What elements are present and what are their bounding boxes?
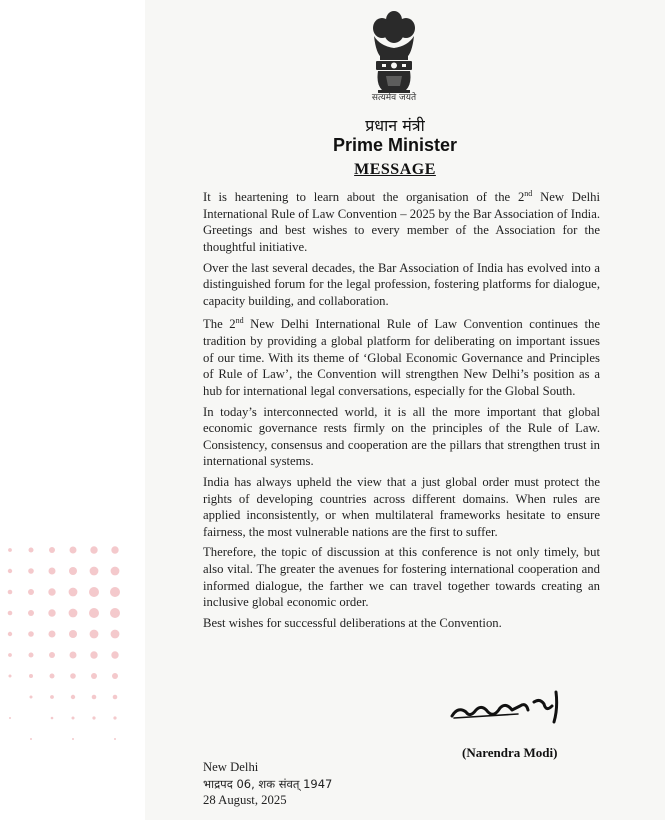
decor-dot [71,695,75,699]
decor-dot [48,588,55,595]
decor-dot [28,610,34,616]
decor-dot [49,652,55,658]
decor-dot [30,696,33,699]
decor-dot [69,588,78,597]
decor-dot [8,548,12,552]
message-body [203,186,600,635]
decor-dot [92,716,95,719]
decor-dot [29,674,33,678]
decor-dot [8,653,12,657]
decor-dot [90,630,99,639]
decor-dot [89,608,99,618]
decor-dot [111,546,118,553]
decor-dot [111,630,120,639]
date-hindi: भाद्रपद 06, शक संवत् 1947 [203,776,333,791]
decor-dot [28,631,34,637]
message-heading: MESSAGE [354,161,436,178]
decor-dot [69,630,77,638]
paragraph-3: The 2nd New Delhi International Rule of Law Convention continues the tradition by providing a global platform for deliberating on important issues of our time. With its theme of ‘Global Economic Governance and Principles of Rule of Law’, the Convention will strengthen New Delhi’s position as a hub for international legal conversations, especially for the Global South. [203,316,600,398]
paragraph-4: In today’s interconnected world, it is all the more important that global economic governance rests firmly on the principles of the Rule of Law. Consistency, consensus and cooperation are the pillars that strengthen trust in international systems. [203,404,600,469]
decor-dot [111,651,118,658]
office-title-hindi: प्रधान मंत्री [365,116,425,135]
decor-dot [9,675,12,678]
decor-dot [8,590,13,595]
decor-dot [89,587,99,597]
decor-dot [8,569,12,573]
decor-dot [112,673,118,679]
decor-dot [69,609,78,618]
decor-dot [30,738,32,740]
decor-dot [72,738,74,740]
decor-dot [90,546,97,553]
decor-dot [70,652,77,659]
decor-dot [29,548,34,553]
decor-dot [48,609,55,616]
date-english: 28 August, 2025 [203,793,287,807]
decor-dot [28,568,34,574]
decor-dot [49,568,56,575]
decorative-dot-pattern [0,540,140,790]
paragraph-2: Over the last several decades, the Bar Association of India has evolved into a distinguished forum for the legal profession, fostering platforms for dialogue, capacity building, and collaboration. [203,260,600,308]
decor-dot [72,717,75,720]
decor-dot [111,567,120,576]
decor-dot [92,695,97,700]
place: New Delhi [203,760,259,774]
decor-dot [29,653,34,658]
decor-dot [69,567,77,575]
signatory-name: (Narendra Modi) [462,745,558,760]
decor-dot [50,695,54,699]
decor-dot [50,674,55,679]
paragraph-1: It is heartening to learn about the organisation of the 2nd New Delhi International Rule of Law Convention – 2025 by the Bar Association of India. Greetings and best wishes to every member of the Association for the thoughtful initiative. [203,189,600,255]
decor-dot [51,717,54,720]
handwritten-signature [448,688,578,728]
decor-dot [91,673,97,679]
decor-dot [28,589,34,595]
emblem-motto: सत्यमेव जयते [371,93,417,103]
decor-dot [110,587,120,597]
place-and-date [203,759,463,809]
decor-dot [8,632,12,636]
decor-dot [113,716,116,719]
decor-dot [8,611,13,616]
decor-dot [9,717,11,719]
decor-dot [90,651,97,658]
decor-dot [90,567,99,576]
office-title-english: Prime Minister [332,135,458,155]
decor-dot [113,695,118,700]
decor-dot [70,547,77,554]
paragraph-6: Therefore, the topic of discussion at this conference is not only timely, but also vital. The greater the avenues for fostering international cooperation and informed dialogue, the farther we can travel together towards creating an inclusive global economic order. [203,545,600,610]
decor-dot [114,738,116,740]
paragraph-7: Best wishes for successful deliberations at the Convention. [203,615,502,630]
decor-dot [110,608,120,618]
paragraph-5: India has always upheld the view that a just global order must protect the rights of developing countries across different domains. When rules are applied inconsistently, or when multilateral frameworks hesitate to ensure fairness, the most vulnerable nations are the first to suffer. [203,474,600,539]
decor-dot [49,631,56,638]
decor-dot [70,673,76,679]
decor-dot [49,547,55,553]
